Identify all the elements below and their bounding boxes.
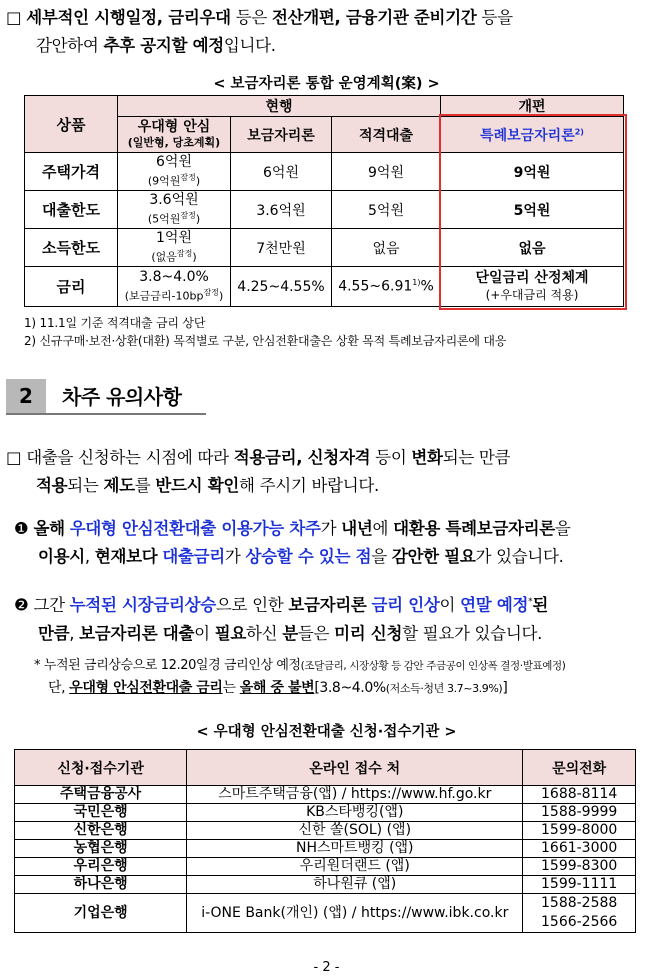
section-underline (6, 413, 206, 415)
group-current: 현행 (118, 96, 441, 117)
bullet-square: □ (6, 8, 22, 27)
header-woodae: 우대형 안심 (일반형, 당초계획) (118, 117, 231, 153)
header-teukrye: 특례보금자리론$^{2)}$ (441, 117, 624, 153)
reform-highlight-box (439, 114, 627, 310)
plan-notes: 1) 11.1일 기준 적격대출 금리 상단 2) 신규구매·보전·상환(대환) 목적별로 구분, 안심전환대출은 상환 목적 특례보금자리론에 대응 (24, 316, 507, 348)
caution-item-2: ❷ 그간 누적된 시장금리상승으로 인한 보금자리론 금리 인상이 연말 예정*된 만큼, 보금자리론 대출이 필요하신 분들은 미리 신청할 필요가 있습니다. (14, 595, 548, 643)
table-row: 금리 3.8~4.0% (보금금리$-10bp^{잠정}$) 4.25~4.55% 4.55~6.91$^{1)}$% 단일금리 산정체계 (+우대금리 적용) (25, 267, 624, 307)
banks-table-caption: < 우대형 안심전환대출 신청·접수기관 > (196, 724, 457, 740)
table-row: 국민은행 KB스타뱅킹(앱) 1588-9999 (15, 804, 636, 822)
section-title: 차주 유의사항 (62, 385, 182, 409)
plan-table-caption: < 보금자리론 통합 운영계획(案) > (213, 76, 440, 92)
group-reform: 개편 (441, 96, 624, 117)
table-row: 우리은행 우리원더랜드 (앱) 1599-8300 (15, 858, 636, 876)
col-online: 온라인 접수 처 (187, 750, 523, 786)
table-row: 주택금융공사 스마트주택금융(앱) / https://www.hf.go.kr 1688-8114 (15, 786, 636, 804)
page-number: - 2 - (313, 960, 340, 975)
section-number: 2 (6, 379, 46, 413)
table-row: 신한은행 신한 쏠(SOL) (앱) 1599-8000 (15, 822, 636, 840)
table-row: 농협은행 NH스마트뱅킹 (앱) 1661-3000 (15, 840, 636, 858)
table-row: 대출한도 3.6억원 (5억원$^{잠정}$) 3.6억원 5억원 5억원 (25, 191, 624, 229)
header-bogeum: 보금자리론 (231, 117, 332, 153)
table-row: 하나은행 하나원큐 (앱) 1599-1111 (15, 876, 636, 894)
col-product: 상품 (25, 96, 118, 153)
table-row: 주택가격 6억원 (9억원$^{잠정}$) 6억원 9억원 9억원 (25, 153, 624, 191)
col-phone: 문의전화 (523, 750, 636, 786)
table-row: 기업은행 i-ONE Bank(개인) (앱) / https://www.ibk.co.kr 1588-2588 1566-2566 (15, 894, 636, 933)
col-institution: 신청·접수기관 (15, 750, 187, 786)
table-row: 소득한도 1억원 (없음$^{잠정}$) 7천만원 없음 없음 (25, 229, 624, 267)
header-jeokgyeok: 적격대출 (332, 117, 441, 153)
banks-table (14, 749, 636, 933)
rate-footnote: * 누적된 금리상승으로 12.20일경 금리인상 예정(조달금리, 시장상황 등 감안 주금공이 인상폭 결정·발표예정) 단, 우대형 안심전환대출 금리는 올해 중 불변[3.8~4.0%(저소득·청년 3.7~3.9%)] (34, 658, 566, 696)
caution-item-1: ❶ 올해 우대형 안심전환대출 이용가능 차주가 내년에 대환용 특례보금자리론을 이용시, 현재보다 대출금리가 상승할 수 있는 점을 감안한 필요가 있습니다. (14, 519, 571, 566)
intro-paragraph: □ 세부적인 시행일정, 금리우대 등은 전산개편, 금융기관 준비기간 등을 감안하여 추후 공지할 예정입니다. (6, 8, 513, 55)
caution-paragraph: □ 대출을 신청하는 시점에 따라 적용금리, 신청자격 등이 변화되는 만큼 적용되는 제도를 반드시 확인해 주시기 바랍니다. (6, 448, 511, 495)
